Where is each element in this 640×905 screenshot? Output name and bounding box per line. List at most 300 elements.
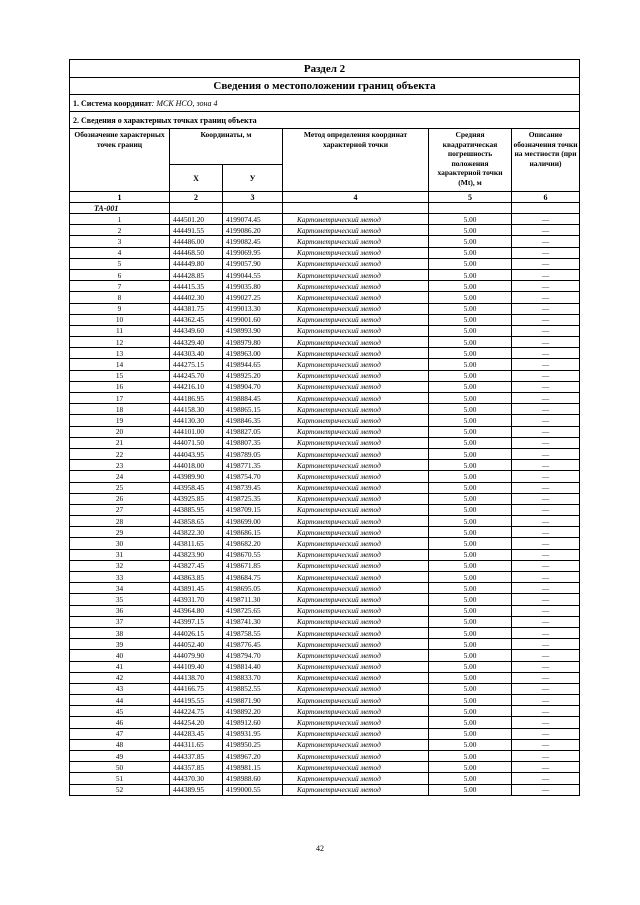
accuracy-cell: 5.00 (429, 594, 512, 605)
table-row (70, 325, 580, 336)
column-number: 3 (223, 192, 283, 203)
header-method: Метод определения координат характерной точки (283, 129, 429, 192)
coord-x-cell: 443811.65 (170, 538, 223, 549)
point-number-cell: 29 (70, 527, 170, 538)
method-cell: Картометрический метод (283, 460, 429, 471)
description-cell: — (512, 706, 580, 717)
table-row (70, 493, 580, 504)
coord-y-cell: 4198684.75 (223, 572, 283, 583)
accuracy-cell: 5.00 (429, 381, 512, 392)
accuracy-cell: 5.00 (429, 538, 512, 549)
point-number-cell: 26 (70, 493, 170, 504)
point-number-cell: 28 (70, 516, 170, 527)
column-number: 4 (283, 192, 429, 203)
description-cell: — (512, 370, 580, 381)
accuracy-cell: 5.00 (429, 516, 512, 527)
point-number-cell: 49 (70, 751, 170, 762)
accuracy-cell: 5.00 (429, 247, 512, 258)
accuracy-cell: 5.00 (429, 683, 512, 694)
point-number-cell: 50 (70, 762, 170, 773)
table-row (70, 784, 580, 795)
table-row (70, 292, 580, 303)
coord-y-cell: 4198892.20 (223, 706, 283, 717)
table-row (70, 739, 580, 750)
method-cell: Картометрический метод (283, 471, 429, 482)
method-cell: Картометрический метод (283, 538, 429, 549)
coord-x-cell: 444109.40 (170, 661, 223, 672)
coord-y-cell: 4198871.90 (223, 695, 283, 706)
coord-x-cell: 444018.00 (170, 460, 223, 471)
coord-y-cell: 4199057.90 (223, 258, 283, 269)
method-cell: Картометрический метод (283, 236, 429, 247)
coord-y-cell: 4198814.40 (223, 661, 283, 672)
accuracy-cell: 5.00 (429, 370, 512, 381)
point-number-cell: 36 (70, 605, 170, 616)
description-cell: — (512, 393, 580, 404)
point-number-cell: 14 (70, 359, 170, 370)
table-row (70, 717, 580, 728)
method-cell: Картометрический метод (283, 739, 429, 750)
table-row (70, 672, 580, 683)
method-cell: Картометрический метод (283, 572, 429, 583)
point-number-cell: 27 (70, 504, 170, 515)
table-row (70, 639, 580, 650)
point-number-cell: 1 (70, 214, 170, 225)
coord-x-cell: 444195.55 (170, 695, 223, 706)
table-row (70, 404, 580, 415)
description-cell: — (512, 437, 580, 448)
accuracy-cell: 5.00 (429, 448, 512, 459)
point-number-cell: 37 (70, 616, 170, 627)
point-number-cell: 12 (70, 337, 170, 348)
accuracy-cell: 5.00 (429, 661, 512, 672)
point-number-cell: 13 (70, 348, 170, 359)
empty-cell (283, 203, 429, 214)
method-cell: Картометрический метод (283, 728, 429, 739)
coord-x-cell: 444329.40 (170, 337, 223, 348)
accuracy-cell: 5.00 (429, 728, 512, 739)
accuracy-cell: 5.00 (429, 258, 512, 269)
coord-y-cell: 4199082.45 (223, 236, 283, 247)
point-number-cell: 23 (70, 460, 170, 471)
description-cell: — (512, 627, 580, 638)
coord-x-cell: 443891.45 (170, 583, 223, 594)
coord-x-cell: 443823.90 (170, 549, 223, 560)
coord-y-cell: 4198852.55 (223, 683, 283, 694)
accuracy-cell: 5.00 (429, 426, 512, 437)
table-row (70, 281, 580, 292)
column-number: 1 (70, 192, 170, 203)
accuracy-cell: 5.00 (429, 314, 512, 325)
accuracy-cell: 5.00 (429, 292, 512, 303)
method-cell: Картометрический метод (283, 337, 429, 348)
table-row (70, 504, 580, 515)
table-row (70, 482, 580, 493)
method-cell: Картометрический метод (283, 247, 429, 258)
method-cell: Картометрический метод (283, 695, 429, 706)
table-row (70, 471, 580, 482)
coord-y-cell: 4198758.55 (223, 627, 283, 638)
coord-x-cell: 444428.85 (170, 269, 223, 280)
coord-x-cell: 443863.85 (170, 572, 223, 583)
description-cell: — (512, 661, 580, 672)
coord-y-cell: 4198979.80 (223, 337, 283, 348)
method-cell: Картометрический метод (283, 516, 429, 527)
description-cell: — (512, 538, 580, 549)
description-cell: — (512, 784, 580, 795)
accuracy-cell: 5.00 (429, 616, 512, 627)
method-cell: Картометрический метод (283, 258, 429, 269)
table-row (70, 337, 580, 348)
accuracy-cell: 5.00 (429, 784, 512, 795)
coord-system-label: 1. Система координат (73, 98, 152, 108)
point-number-cell: 18 (70, 404, 170, 415)
accuracy-cell: 5.00 (429, 337, 512, 348)
coord-y-cell: 4198846.35 (223, 415, 283, 426)
method-cell: Картометрический метод (283, 348, 429, 359)
coord-y-cell: 4198741.30 (223, 616, 283, 627)
accuracy-cell: 5.00 (429, 504, 512, 515)
accuracy-cell: 5.00 (429, 605, 512, 616)
coord-x-cell: 444303.40 (170, 348, 223, 359)
coord-x-cell: 443885.95 (170, 504, 223, 515)
coord-y-cell: 4198807.35 (223, 437, 283, 448)
table-row (70, 359, 580, 370)
coord-x-cell: 444101.00 (170, 426, 223, 437)
table-row (70, 225, 580, 236)
method-cell: Картометрический метод (283, 404, 429, 415)
description-cell: — (512, 594, 580, 605)
method-cell: Картометрический метод (283, 706, 429, 717)
table-row (70, 650, 580, 661)
accuracy-cell: 5.00 (429, 482, 512, 493)
accuracy-cell: 5.00 (429, 739, 512, 750)
description-cell: — (512, 751, 580, 762)
coord-y-cell: 4198686.15 (223, 527, 283, 538)
description-cell: — (512, 415, 580, 426)
accuracy-cell: 5.00 (429, 404, 512, 415)
point-number-cell: 51 (70, 773, 170, 784)
column-number: 2 (170, 192, 223, 203)
table-row (70, 616, 580, 627)
point-number-cell: 31 (70, 549, 170, 560)
coord-x-cell: 444166.75 (170, 683, 223, 694)
coord-y-cell: 4199001.60 (223, 314, 283, 325)
point-number-cell: 3 (70, 236, 170, 247)
point-number-cell: 52 (70, 784, 170, 795)
description-cell: — (512, 650, 580, 661)
coord-y-cell: 4198754.70 (223, 471, 283, 482)
column-number: 6 (512, 192, 580, 203)
accuracy-cell: 5.00 (429, 583, 512, 594)
group-label: ТА-001 (70, 203, 170, 214)
table-row (70, 594, 580, 605)
table-row (70, 437, 580, 448)
description-cell: — (512, 516, 580, 527)
point-number-cell: 40 (70, 650, 170, 661)
method-cell: Картометрический метод (283, 560, 429, 571)
method-cell: Картометрический метод (283, 448, 429, 459)
accuracy-cell: 5.00 (429, 627, 512, 638)
table-row (70, 247, 580, 258)
table-row (70, 706, 580, 717)
coord-x-cell: 444026.15 (170, 627, 223, 638)
table-row (70, 415, 580, 426)
coord-x-cell: 444357.85 (170, 762, 223, 773)
points-heading: 2. Сведения о характерных точках границ объекта (70, 112, 580, 129)
accuracy-cell: 5.00 (429, 751, 512, 762)
description-cell: — (512, 303, 580, 314)
point-number-cell: 35 (70, 594, 170, 605)
boundary-points-table (69, 59, 580, 796)
description-cell: — (512, 762, 580, 773)
description-cell: — (512, 325, 580, 336)
table-row (70, 627, 580, 638)
method-cell: Картометрический метод (283, 751, 429, 762)
method-cell: Картометрический метод (283, 493, 429, 504)
method-cell: Картометрический метод (283, 762, 429, 773)
description-cell: — (512, 572, 580, 583)
description-cell: — (512, 247, 580, 258)
method-cell: Картометрический метод (283, 437, 429, 448)
table-row (70, 258, 580, 269)
point-number-cell: 19 (70, 415, 170, 426)
method-cell: Картометрический метод (283, 583, 429, 594)
point-number-cell: 21 (70, 437, 170, 448)
accuracy-cell: 5.00 (429, 415, 512, 426)
document-page (69, 59, 579, 796)
point-number-cell: 7 (70, 281, 170, 292)
coord-y-cell: 4199035.80 (223, 281, 283, 292)
table-row (70, 214, 580, 225)
coord-y-cell: 4198950.25 (223, 739, 283, 750)
table-row (70, 393, 580, 404)
method-cell: Картометрический метод (283, 639, 429, 650)
coord-x-cell: 444449.80 (170, 258, 223, 269)
coord-x-cell: 444079.90 (170, 650, 223, 661)
coord-y-cell: 4198925.20 (223, 370, 283, 381)
coord-x-cell: 444402.30 (170, 292, 223, 303)
description-cell: — (512, 695, 580, 706)
description-cell: — (512, 236, 580, 247)
accuracy-cell: 5.00 (429, 572, 512, 583)
table-row (70, 460, 580, 471)
coord-x-cell: 444283.45 (170, 728, 223, 739)
method-cell: Картометрический метод (283, 549, 429, 560)
point-number-cell: 17 (70, 393, 170, 404)
point-number-cell: 6 (70, 269, 170, 280)
header-accuracy: Средняя квадратическая погрешность положения характерной точки (Mt), м (429, 129, 512, 192)
table-row (70, 314, 580, 325)
description-cell: — (512, 460, 580, 471)
coord-x-cell: 444186.95 (170, 393, 223, 404)
method-cell: Картометрический метод (283, 650, 429, 661)
description-cell: — (512, 214, 580, 225)
coord-y-cell: 4198865.15 (223, 404, 283, 415)
coord-y-cell: 4198776.45 (223, 639, 283, 650)
point-number-cell: 2 (70, 225, 170, 236)
coord-x-cell: 444362.45 (170, 314, 223, 325)
point-number-cell: 32 (70, 560, 170, 571)
coord-x-cell: 444043.95 (170, 448, 223, 459)
coord-y-cell: 4198739.45 (223, 482, 283, 493)
method-cell: Картометрический метод (283, 214, 429, 225)
method-cell: Картометрический метод (283, 527, 429, 538)
point-number-cell: 34 (70, 583, 170, 594)
description-cell: — (512, 728, 580, 739)
accuracy-cell: 5.00 (429, 359, 512, 370)
accuracy-cell: 5.00 (429, 236, 512, 247)
table-row (70, 303, 580, 314)
coord-y-cell: 4198725.35 (223, 493, 283, 504)
description-cell: — (512, 292, 580, 303)
coord-x-cell: 444138.70 (170, 672, 223, 683)
accuracy-cell: 5.00 (429, 225, 512, 236)
point-number-cell: 42 (70, 672, 170, 683)
page-number: 42 (316, 844, 324, 853)
method-cell: Картометрический метод (283, 773, 429, 784)
coord-y-cell: 4199027.25 (223, 292, 283, 303)
coord-x-cell: 444245.70 (170, 370, 223, 381)
method-cell: Картометрический метод (283, 504, 429, 515)
coord-y-cell: 4198699.00 (223, 516, 283, 527)
coord-x-cell: 444337.85 (170, 751, 223, 762)
coord-x-cell: 443925.85 (170, 493, 223, 504)
description-cell: — (512, 493, 580, 504)
coord-x-cell: 444370.30 (170, 773, 223, 784)
accuracy-cell: 5.00 (429, 214, 512, 225)
section-title: Раздел 2 (70, 60, 580, 78)
method-cell: Картометрический метод (283, 594, 429, 605)
description-cell: — (512, 482, 580, 493)
accuracy-cell: 5.00 (429, 549, 512, 560)
description-cell: — (512, 348, 580, 359)
description-cell: — (512, 527, 580, 538)
description-cell: — (512, 560, 580, 571)
point-number-cell: 43 (70, 683, 170, 694)
method-cell: Картометрический метод (283, 292, 429, 303)
table-row (70, 695, 580, 706)
coord-y-cell: 4198794.70 (223, 650, 283, 661)
description-cell: — (512, 773, 580, 784)
method-cell: Картометрический метод (283, 269, 429, 280)
accuracy-cell: 5.00 (429, 706, 512, 717)
header-description: Описание обозначения точки на местности (при наличии) (512, 129, 580, 192)
description-cell: — (512, 605, 580, 616)
table-row (70, 527, 580, 538)
coord-y-cell: 4199013.30 (223, 303, 283, 314)
description-cell: — (512, 583, 580, 594)
coord-x-cell: 444486.00 (170, 236, 223, 247)
description-cell: — (512, 448, 580, 459)
column-number: 5 (429, 192, 512, 203)
method-cell: Картометрический метод (283, 370, 429, 381)
coord-y-cell: 4198967.20 (223, 751, 283, 762)
description-cell: — (512, 258, 580, 269)
accuracy-cell: 5.00 (429, 493, 512, 504)
point-number-cell: 33 (70, 572, 170, 583)
coord-y-cell: 4199086.20 (223, 225, 283, 236)
coord-y-cell: 4198963.00 (223, 348, 283, 359)
coord-y-cell: 4198944.65 (223, 359, 283, 370)
point-number-cell: 9 (70, 303, 170, 314)
header-point-designation: Обозначение характерных точек границ (70, 129, 170, 192)
method-cell: Картометрический метод (283, 325, 429, 336)
method-cell: Картометрический метод (283, 303, 429, 314)
table-row (70, 538, 580, 549)
accuracy-cell: 5.00 (429, 717, 512, 728)
accuracy-cell: 5.00 (429, 269, 512, 280)
coord-x-cell: 443858.65 (170, 516, 223, 527)
table-row (70, 426, 580, 437)
point-number-cell: 44 (70, 695, 170, 706)
table-row (70, 269, 580, 280)
accuracy-cell: 5.00 (429, 650, 512, 661)
coord-x-cell: 444158.30 (170, 404, 223, 415)
coord-y-cell: 4198695.05 (223, 583, 283, 594)
coord-x-cell: 444349.60 (170, 325, 223, 336)
point-number-cell: 5 (70, 258, 170, 269)
coord-y-cell: 4198833.70 (223, 672, 283, 683)
coord-x-cell: 444254.20 (170, 717, 223, 728)
description-cell: — (512, 404, 580, 415)
empty-cell (170, 203, 223, 214)
description-cell: — (512, 225, 580, 236)
description-cell: — (512, 739, 580, 750)
coord-y-cell: 4198884.45 (223, 393, 283, 404)
description-cell: — (512, 672, 580, 683)
accuracy-cell: 5.00 (429, 672, 512, 683)
description-cell: — (512, 281, 580, 292)
accuracy-cell: 5.00 (429, 695, 512, 706)
coord-x-cell: 443989.90 (170, 471, 223, 482)
description-cell: — (512, 269, 580, 280)
coord-x-cell: 443958.45 (170, 482, 223, 493)
header-y: У (223, 165, 283, 192)
accuracy-cell: 5.00 (429, 437, 512, 448)
coord-y-cell: 4199000.55 (223, 784, 283, 795)
coord-x-cell: 444311.65 (170, 739, 223, 750)
method-cell: Картометрический метод (283, 482, 429, 493)
method-cell: Картометрический метод (283, 605, 429, 616)
description-cell: — (512, 471, 580, 482)
table-row (70, 381, 580, 392)
method-cell: Картометрический метод (283, 683, 429, 694)
table-row (70, 728, 580, 739)
coord-y-cell: 4198993.90 (223, 325, 283, 336)
point-number-cell: 48 (70, 739, 170, 750)
coord-y-cell: 4198709.15 (223, 504, 283, 515)
point-number-cell: 15 (70, 370, 170, 381)
description-cell: — (512, 549, 580, 560)
accuracy-cell: 5.00 (429, 303, 512, 314)
coord-y-cell: 4198981.15 (223, 762, 283, 773)
coord-x-cell: 444216.10 (170, 381, 223, 392)
table-row (70, 773, 580, 784)
description-cell: — (512, 381, 580, 392)
coord-x-cell: 444052.40 (170, 639, 223, 650)
accuracy-cell: 5.00 (429, 527, 512, 538)
table-row (70, 448, 580, 459)
table-row (70, 236, 580, 247)
description-cell: — (512, 337, 580, 348)
coord-x-cell: 444130.30 (170, 415, 223, 426)
coord-y-cell: 4199044.55 (223, 269, 283, 280)
description-cell: — (512, 314, 580, 325)
coord-y-cell: 4198988.60 (223, 773, 283, 784)
accuracy-cell: 5.00 (429, 773, 512, 784)
method-cell: Картометрический метод (283, 225, 429, 236)
